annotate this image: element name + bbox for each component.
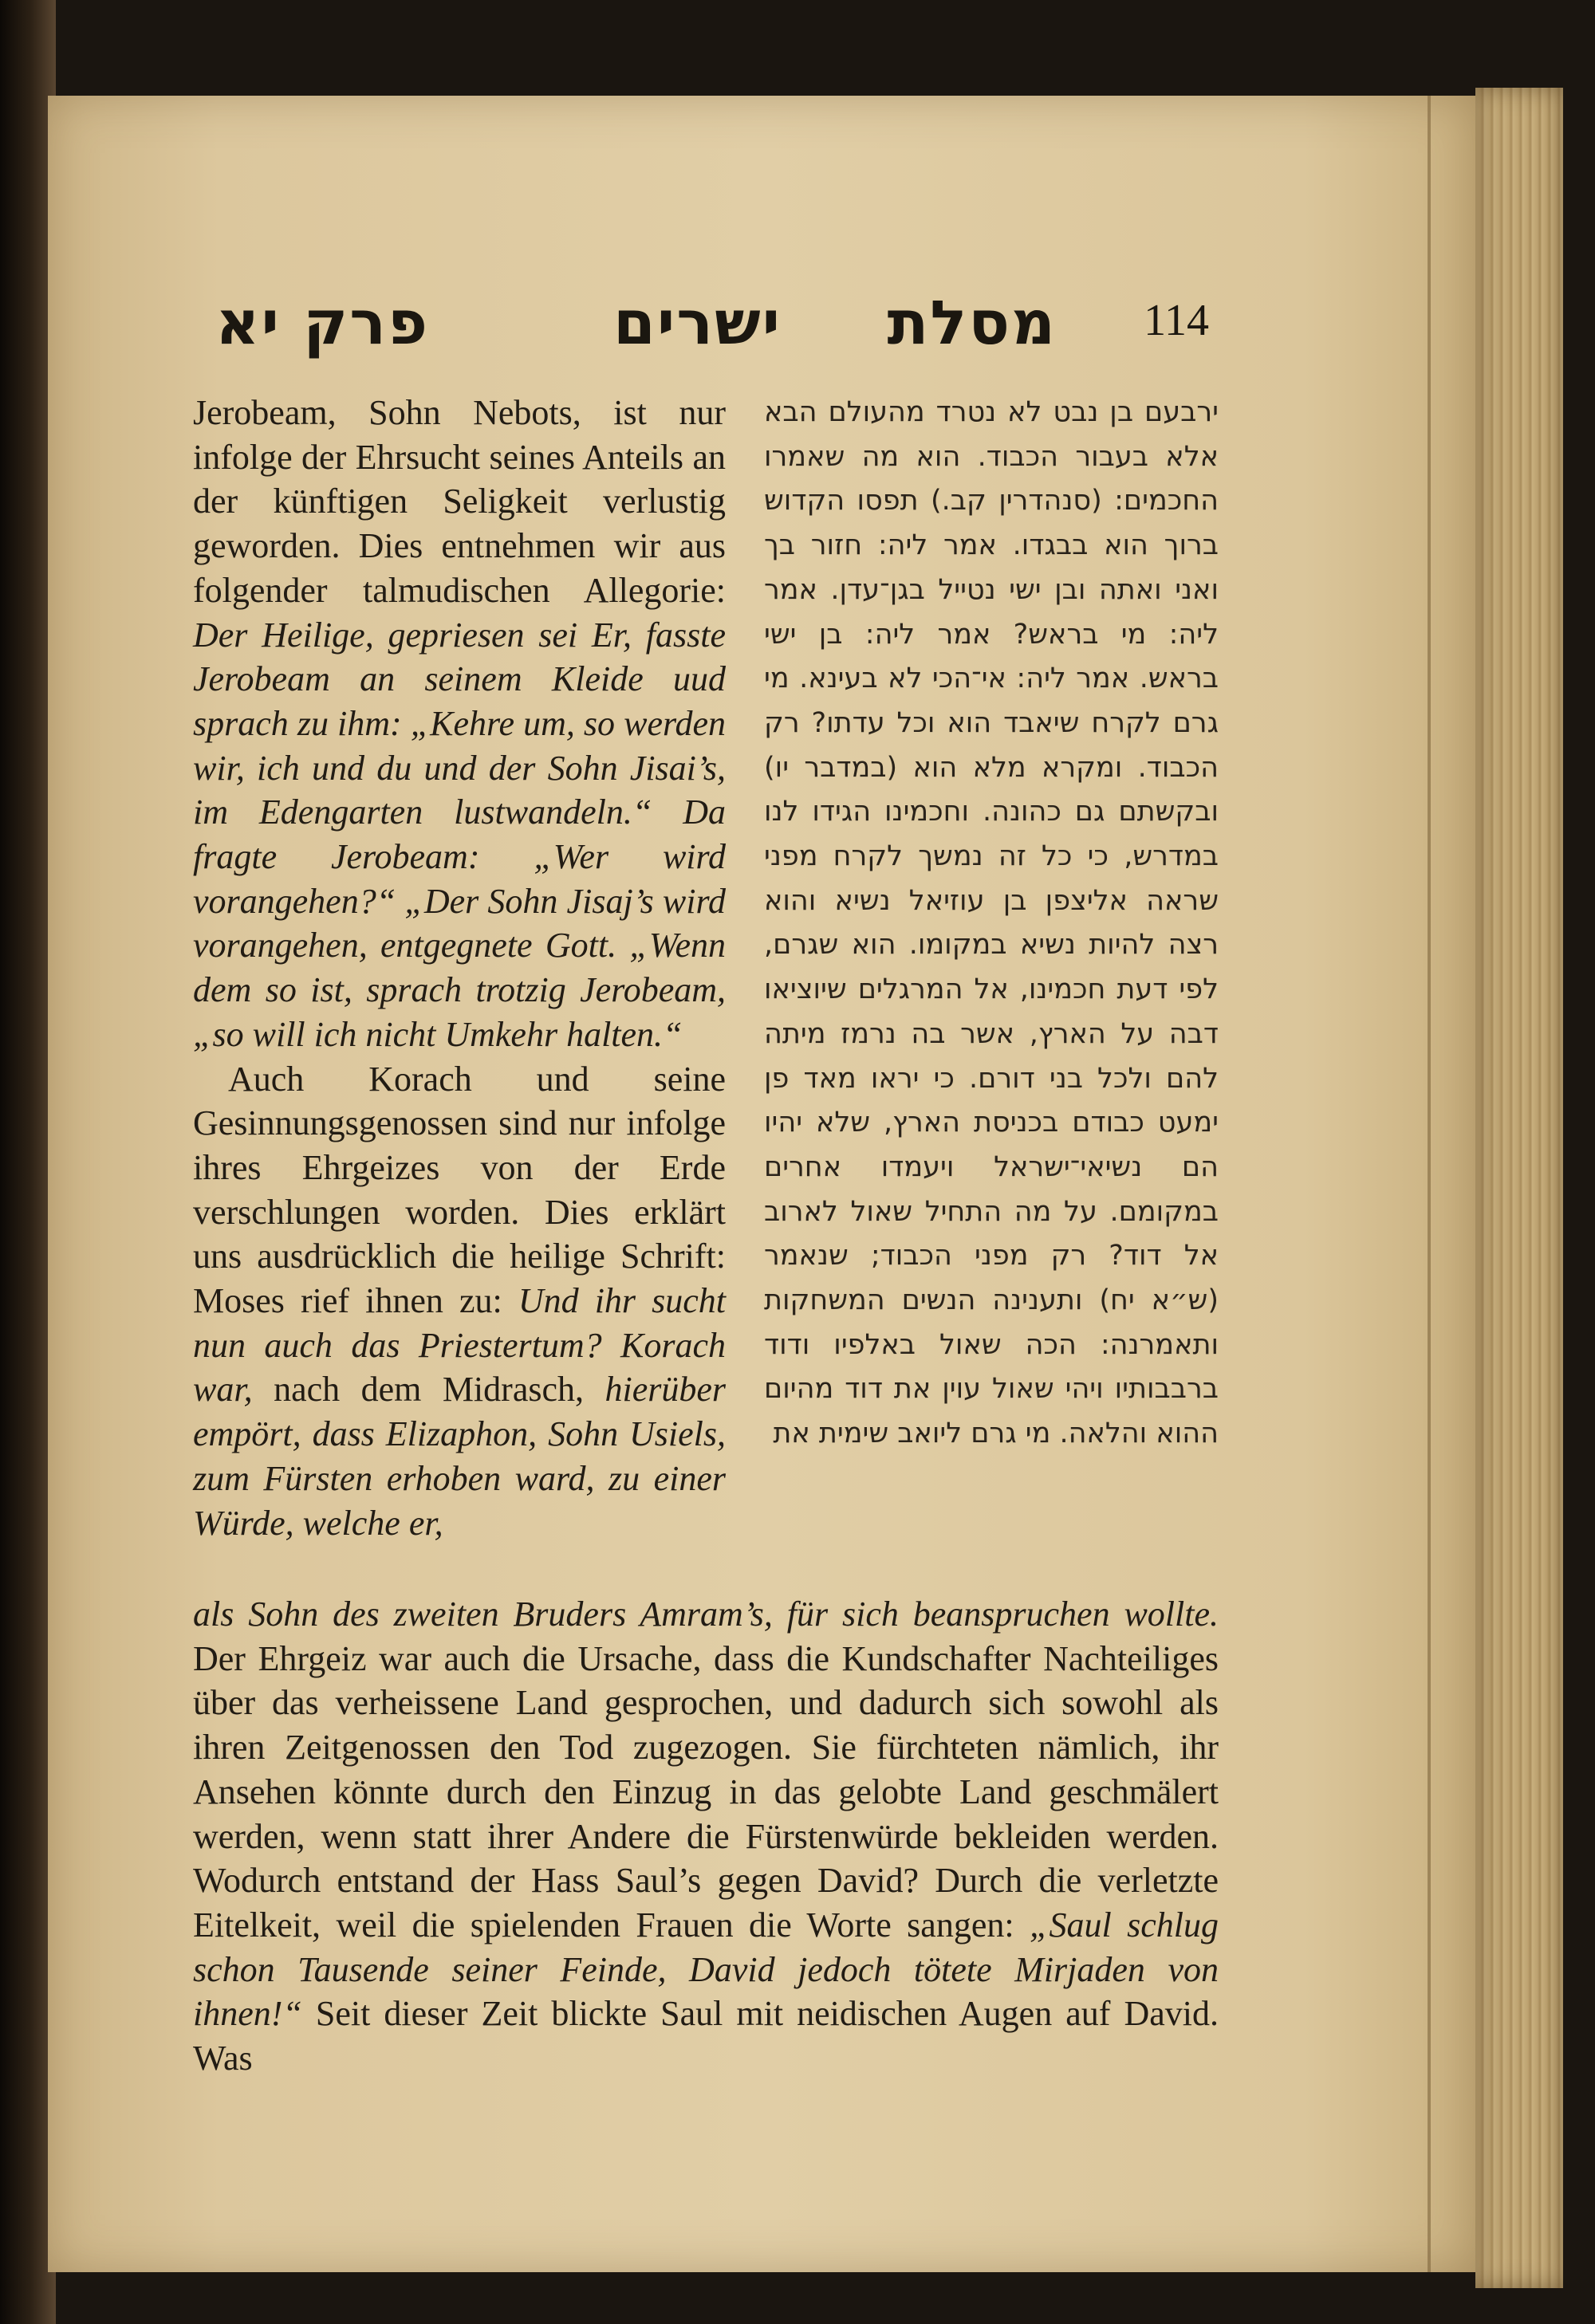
full-text-end: Seit dieser Zeit blickte Saul mit neidischen Augen auf David. Was — [193, 1994, 1219, 2078]
german-p2-text: Auch Korach und seine Gesinnungsgenossen sind nur infolge ihres Ehrgeizes von der Erde verschlungen worden. Dies erklärt uns ausdrücklich die heilige Schrift: Moses rief ihnen zu: — [193, 1059, 726, 1321]
german-paragraph-2 — [193, 1057, 726, 1546]
german-paragraph-1 — [193, 391, 726, 1057]
german-p2-plain-1: nach dem Midrasch, — [252, 1370, 605, 1410]
german-full-width-text — [193, 1592, 1219, 2081]
german-p2-italic-2: hierüber empört, dass Elizaphon, Sohn Usiels, zum Fürsten erhoben ward, zu einer Würde, welche er, — [193, 1370, 726, 1543]
page-fold-line — [1428, 96, 1431, 2272]
full-line1-italic: als Sohn des zweiten Bruders Amram’s, für sich beanspruchen wollte. — [193, 1595, 1219, 1634]
header-title-word-2: ישרים — [612, 287, 782, 358]
german-p1-italic: Der Heilige, gepriesen sei Er, fasste Jerobeam an seinem Kleide uud sprach zu ihm: „Kehre um, so werden wir, ich und du und der Sohn Jisai’s, im Edengarten lustwandeln.“ Da fragte Jerobeam: „Wer wird vorangehen?“ „Der Sohn Jisaj’s wird vorangehen, entgegnete Gott. „Wenn dem so ist, sprach trotzig Jerobeam, „so will ich nicht Umkehr halten.“ — [193, 615, 726, 1054]
page-header — [191, 287, 1228, 375]
header-chapter: פרק יא — [215, 287, 429, 358]
hebrew-original-column: ירבעם בן נבט לא נטרד מהעולם הבא אלא בעבור הכבוד. הוא מה שאמרו החכמים: (סנהדרין קב.) תפסו הקדוש ברוך הוא בבגדו. אמר ליה: חזור בך ואני ואתה ובן ישי נטייל בגן־עדן. אמר ליה: מי בראש? אמר ליה: בן ישי בראש. אמר ליה: אי־הכי לא בעינא. מי גרם לקרח שיאבד הוא וכל עדתו? רק הכבוד. ומקרא מלא הוא (במדבר יו) ובקשתם גם כהונה. וחכמינו הגידו לנו במדרש, כי כל זה נמשך לקרח מפני שראה אליצפן בן עוזיאל נשיא והוא רצה להיות נשיא במקומו. הוא שגרם, לפי דעת חכמינו, אל המרגלים שיוציאו דבה על הארץ, אשר בה נרמז מיתה להם ולכל בני דורם. כי יראו מאד פן ימעט כבודם בכניסת הארץ, שלא יהיו הם נשיאי־ישראל ויעמדו אחרים במקומם. על מה התחיל שאול לארוב אל דוד? רק מפני הכבוד; שנאמר (ש״א יח) ותענינה הנשים המשחקות ותאמרנה: הכה שאול באלפיו ודוד ברבבותיו ויהי שאול עוין את דוד מהיום ההוא והלאה. מי גרם ליואב שימית את — [764, 396, 1219, 1450]
full-text-plain: Der Ehrgeiz war auch die Ursache, dass die Kundschafter Nachteiliges über das verheissene Land gesprochen, und dadurch sich sowohl als ihren Zeitgenossen den Tod zugezogen. Sie fürchteten nämlich, ihr Ansehen könnte durch den Einzug in das gelobte Land geschmälert werden, wenn statt ihrer Andere die Fürstenwürde bekleiden werden. Wodurch entstand der Hass Saul’s gegen David? Durch die verletzte Eitelkeit, weil die spielenden Frauen die Worte sangen: — [193, 1638, 1219, 1945]
german-p2-italic-1: Und ihr sucht nun auch das Priestertum? Korach war, — [193, 1281, 727, 1410]
german-translation-column — [193, 391, 726, 1545]
german-p1-text: Jerobeam, Sohn Nebots, ist nur infolge der Ehrsucht seines Anteils an der künftigen Seligkeit verlustig geworden. Dies entnehmen wir aus folgender talmudischen Allegorie: — [193, 393, 726, 610]
header-title-word-1: מסלת — [887, 287, 1057, 358]
page-edges-stack — [1475, 88, 1563, 2288]
full-quote-italic: „Saul schlug schon Tausende seiner Feinde, David jedoch tötete Mirjaden von ihnen!“ — [193, 1905, 1219, 2034]
page-number: 114 — [1144, 296, 1209, 345]
